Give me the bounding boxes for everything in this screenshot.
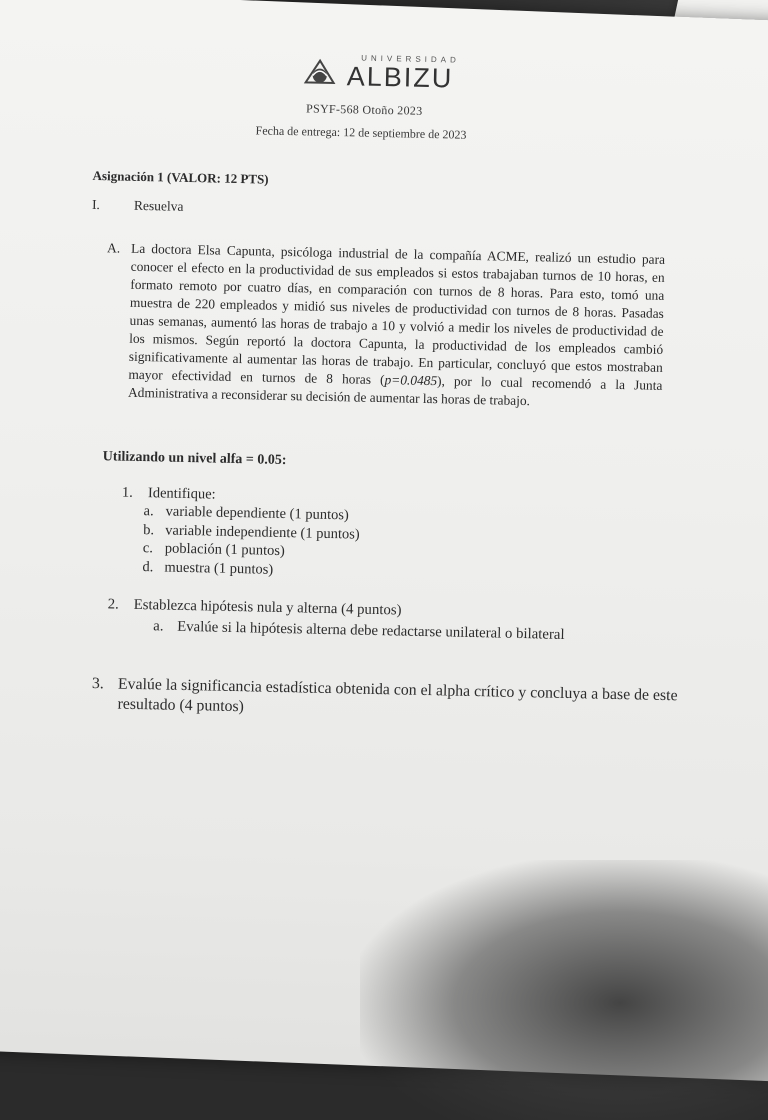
item-text: población (1 puntos) [164,540,285,560]
question-1 [120,485,360,581]
item-text: variable independiente (1 puntos) [165,522,360,543]
item-text: Evalúe si la hipótesis alterna debe redactarse unilateral o bilateral [177,618,565,643]
problem-statement [104,239,665,413]
item-text: variable dependiente (1 puntos) [165,503,349,524]
question-3 [91,674,692,727]
course-code: PSYF-568 Otoño 2023 [305,101,423,118]
university-logo [302,50,483,94]
question-label: Establezca hipótesis nula y alterna (4 puntos) [133,596,402,619]
item-letter: c. [142,540,154,557]
due-date: Fecha de entrega: 12 de septiembre de 2023 [255,123,467,142]
section-heading [92,197,184,215]
question-number: 2. [107,596,119,613]
problem-text-after: ), por lo cual recomendó a la Junta Administrativa a reconsiderar su decisión de aumentar las horas de trabajo. [127,373,663,409]
section-number: I. [91,196,101,213]
question-2 [107,596,565,644]
item-letter: a. [153,618,164,635]
problem-text [128,240,665,413]
question-number: 1. [121,484,134,501]
p-value: p=0.0485 [384,372,438,389]
item-text: muestra (1 puntos) [164,559,274,578]
item-letter: b. [143,521,155,538]
logo-title: ALBIZU [346,61,454,94]
question-label: Identifique: [147,485,216,503]
question-text: Evalúe la significancia estadística obtenida con el alpha crítico y concluya a base de este resultado (4 puntos) [117,675,678,716]
item-letter: d. [142,558,154,575]
alpha-level: Utilizando un nivel alfa = 0.05: [102,449,287,469]
list-item [142,558,359,581]
problem-text-before: La doctora Elsa Capunta, psicóloga industrial de la compañía ACME, realizó un estudio para conocer el efecto en la productividad de sus empleados si estos trabajaban turnos de 10 horas, en formato remoto por cuatro días, en comparación con turnos de 8 horas. Para esto, tomó una muestra de 220 empleados y midió sus niveles de productividad con turnos de 8 horas. Pasadas unas semanas, aumentó las horas de trabajo a 10 y volvió a medir los niveles de productividad de los mismos. Según reportó la doctora Capunta, la productividad de los empleados cambió significativamente al aumentar las horas de trabajo. En particular, concluyó que estos mostraban mayor efectividad en turnos de 8 horas ( [128,240,666,388]
logo-subtitle: UNIVERSIDAD [361,53,460,65]
list-item [153,618,565,644]
logo-emblem-icon [303,58,338,89]
problem-label: A. [106,240,121,256]
section-label: Resuelva [133,197,184,214]
assignment-title: Asignación 1 (VALOR: 12 PTS) [92,167,269,187]
question-number: 3. [91,675,105,693]
item-letter: a. [143,503,154,520]
